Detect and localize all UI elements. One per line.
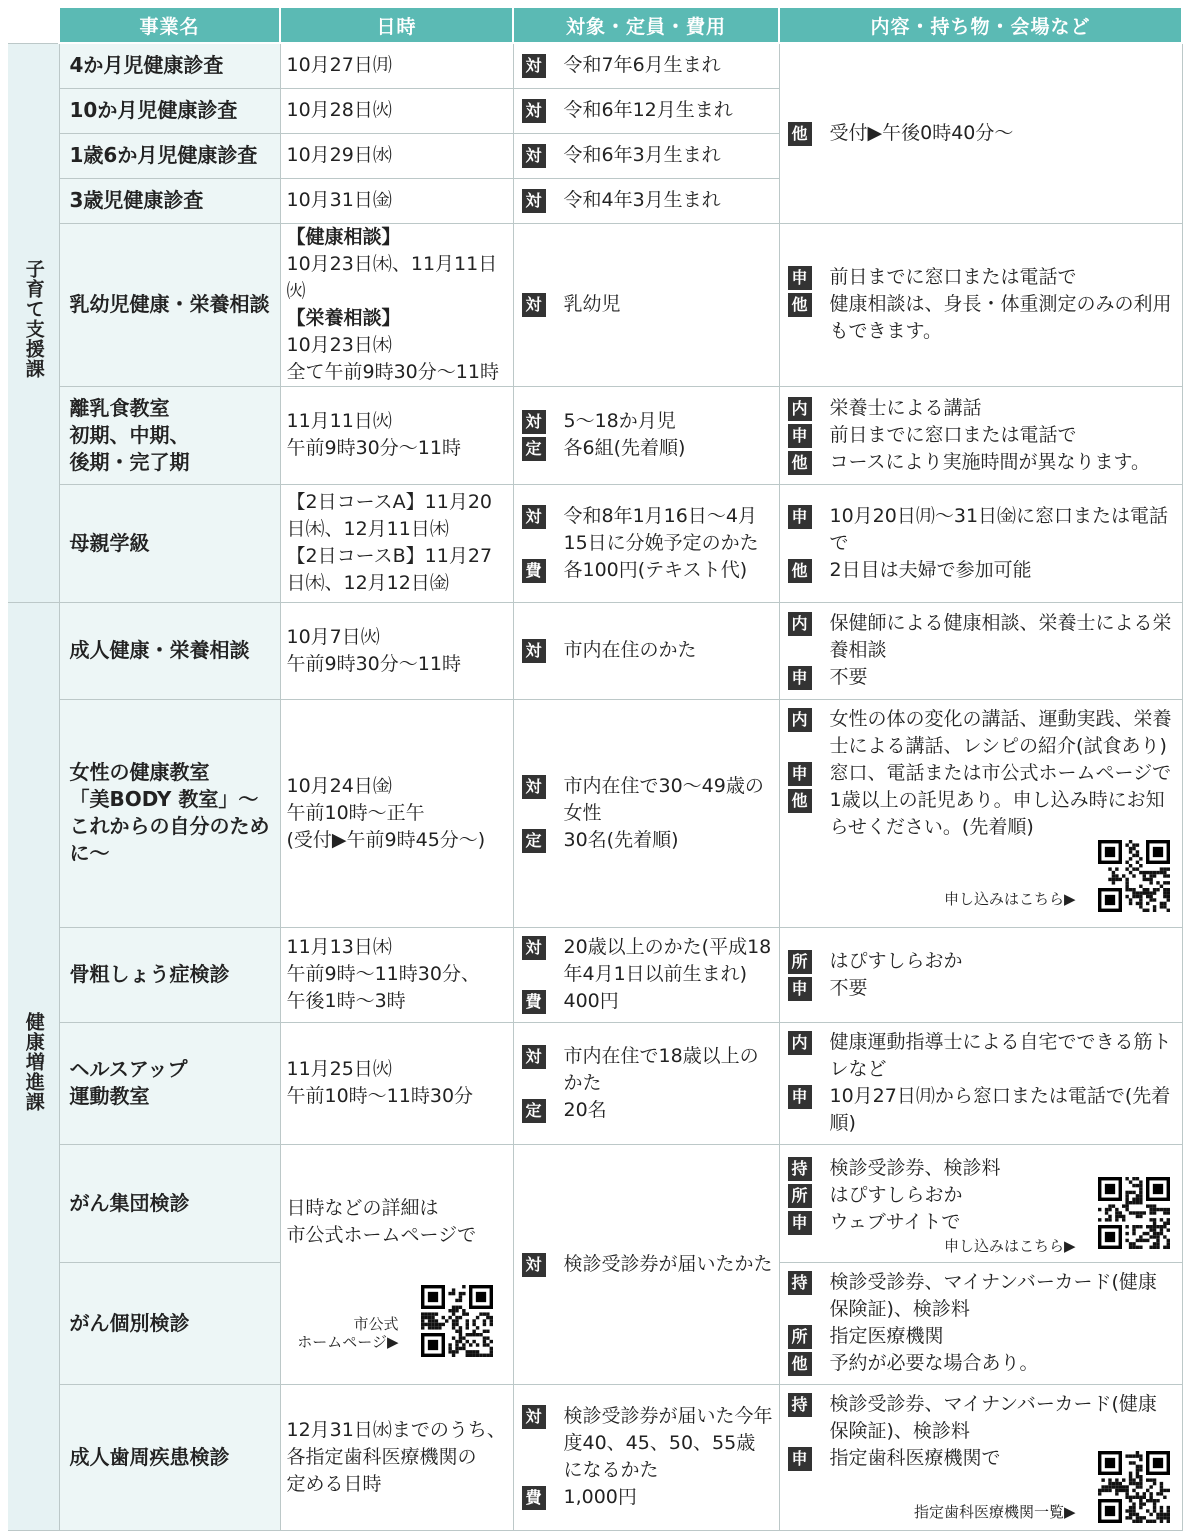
qr-caption: 申し込みはこちら▶ <box>943 1237 1076 1255</box>
sho-badge: 所 <box>788 1325 812 1349</box>
header-target: 対象・定員・費用 <box>513 7 779 43</box>
department-kosodate: 子育て支援課 <box>8 43 59 602</box>
ta-badge: 他 <box>788 789 812 813</box>
tai-badge: 対 <box>522 1045 546 1069</box>
program-date: 12月31日㈬までのうち、 各指定歯科医療機関の 定める日時 <box>280 1384 513 1530</box>
header-row <box>8 7 1182 43</box>
program-date: 日時などの詳細は 市公式ホームページで 市公式 ホームページ▶ <box>280 1144 513 1384</box>
tai-badge: 対 <box>522 936 546 960</box>
hi-badge: 費 <box>522 559 546 583</box>
tai-badge: 対 <box>522 1405 546 1429</box>
program-details: 内 保健師による健康相談、栄養士による栄養相談 申 不要 <box>779 602 1182 699</box>
program-target: 対 令和4年3月生まれ <box>513 178 779 223</box>
program-name: 母親学級 <box>59 484 280 602</box>
program-target: 対 5～18か月児 定 各6組(先着順) <box>513 386 779 484</box>
sei-badge: 定 <box>522 437 546 461</box>
program-name: 成人健康・栄養相談 <box>59 602 280 699</box>
table-row <box>8 1384 1182 1530</box>
program-name: がん個別検診 <box>59 1262 280 1384</box>
table-row <box>8 1144 1182 1262</box>
program-date: 【2日コースA】11月20日㈭、12月11日㈭ 【2日コースB】11月27日㈭、12月12日㈮ <box>280 484 513 602</box>
program-target: 対 令和8年1月16日～4月15日に分娩予定のかた 費 各100円(テキスト代) <box>513 484 779 602</box>
program-date: 11月13日㈭ 午前9時～11時30分、 午後1時～3時 <box>280 927 513 1022</box>
program-target: 対 乳幼児 <box>513 223 779 386</box>
program-details: 持 検診受診券、検診料 所 はぴすしらおか 申 ウェブサイトで 申し込みはこちら▶ <box>779 1144 1182 1262</box>
shin-badge: 申 <box>788 666 812 690</box>
program-target: 対 市内在住で18歳以上のかた 定 20名 <box>513 1022 779 1144</box>
program-target: 対 市内在住のかた <box>513 602 779 699</box>
ta-badge: 他 <box>788 559 812 583</box>
program-name: 離乳食教室 初期、中期、 後期・完了期 <box>59 386 280 484</box>
ji-badge: 持 <box>788 1271 812 1295</box>
qr-caption: 市公式 ホームページ▶ <box>297 1314 399 1351</box>
sho-badge: 所 <box>788 950 812 974</box>
program-target: 対 20歳以上のかた(平成18年4月1日以前生まれ) 費 400円 <box>513 927 779 1022</box>
qr-caption: 指定歯科医療機関一覧▶ <box>913 1502 1076 1521</box>
ta-badge: 他 <box>788 451 812 475</box>
tai-badge: 対 <box>522 775 546 799</box>
nai-badge: 内 <box>788 397 812 421</box>
program-name: 1歳6か月児健康診査 <box>59 133 280 178</box>
sho-badge: 所 <box>788 1184 812 1208</box>
qr-code-icon[interactable] <box>1098 840 1170 912</box>
program-date: 11月25日㈫ 午前10時～11時30分 <box>280 1022 513 1144</box>
program-date: 10月27日㈪ <box>280 43 513 88</box>
program-target: 対 令和6年3月生まれ <box>513 133 779 178</box>
shin-badge: 申 <box>788 266 812 290</box>
nai-badge: 内 <box>788 612 812 636</box>
table-row <box>8 386 1182 484</box>
program-name: 女性の健康教室 「美BODY 教室」～ これからの自分のために～ <box>59 699 280 927</box>
program-target: 対 市内在住で30～49歳の女性 定 30名(先着順) <box>513 699 779 927</box>
tai-badge: 対 <box>522 189 546 213</box>
table-row <box>8 223 1182 386</box>
program-name: 乳幼児健康・栄養相談 <box>59 223 280 386</box>
program-details: 持 検診受診券、マイナンバーカード(健康保険証)、検診料 申 指定歯科医療機関で 指定歯科医療機関一覧▶ <box>779 1384 1182 1530</box>
qr-code-icon[interactable] <box>1098 1451 1170 1523</box>
program-date: 10月24日㈮ 午前10時～正午 (受付▶午前9時45分～) <box>280 699 513 927</box>
program-date: 10月31日㈮ <box>280 178 513 223</box>
qr-code-icon[interactable] <box>421 1285 493 1357</box>
program-target: 対 検診受診券が届いたかた <box>513 1144 779 1384</box>
shin-badge: 申 <box>788 1085 812 1109</box>
program-name: 4か月児健康診査 <box>59 43 280 88</box>
sei-badge: 定 <box>522 1099 546 1123</box>
program-details: 申 前日までに窓口または電話で 他 健康相談は、身長・体重測定のみの利用もできます。 <box>779 223 1182 386</box>
program-details: 内 女性の体の変化の講話、運動実践、栄養士による講話、レシピの紹介(試食あり) 申 窓口、電話または市公式ホームページで 他 1歳以上の託児あり。申し込み時にお知らせください。(先着順) 申し込みはこちら▶ <box>779 699 1182 927</box>
table-row <box>8 927 1182 1022</box>
hi-badge: 費 <box>522 990 546 1014</box>
header-details: 内容・持ち物・会場など <box>779 7 1182 43</box>
nai-badge: 内 <box>788 1031 812 1055</box>
qr-caption: 申し込みはこちら▶ <box>943 889 1076 908</box>
tai-badge: 対 <box>522 505 546 529</box>
shin-badge: 申 <box>788 424 812 448</box>
program-details: 所 はぴすしらおか 申 不要 <box>779 927 1182 1022</box>
table-row <box>8 602 1182 699</box>
program-details: 他 受付▶午後0時40分～ <box>779 43 1182 223</box>
ji-badge: 持 <box>788 1157 812 1181</box>
shin-badge: 申 <box>788 1447 812 1471</box>
shin-badge: 申 <box>788 977 812 1001</box>
table-row <box>8 484 1182 602</box>
sei-badge: 定 <box>522 829 546 853</box>
table-row <box>8 1022 1182 1144</box>
ji-badge: 持 <box>788 1393 812 1417</box>
program-date: 10月29日㈬ <box>280 133 513 178</box>
program-date: 【健康相談】 10月23日㈭、11月11日㈫ 【栄養相談】 10月23日㈭ 全て午前9時30分～11時 <box>280 223 513 386</box>
tai-badge: 対 <box>522 54 546 78</box>
ta-badge: 他 <box>788 293 812 317</box>
tai-badge: 対 <box>522 639 546 663</box>
program-date: 10月7日㈫ 午前9時30分～11時 <box>280 602 513 699</box>
table-row <box>8 699 1182 927</box>
program-details: 申 10月20日㈪～31日㈮に窓口または電話で 他 2日目は夫婦で参加可能 <box>779 484 1182 602</box>
program-name: ヘルスアップ 運動教室 <box>59 1022 280 1144</box>
hi-badge: 費 <box>522 1486 546 1510</box>
tai-badge: 対 <box>522 1253 546 1277</box>
program-name: 3歳児健康診査 <box>59 178 280 223</box>
shin-badge: 申 <box>788 762 812 786</box>
tai-badge: 対 <box>522 410 546 434</box>
tai-badge: 対 <box>522 293 546 317</box>
schedule-table <box>8 6 1183 1531</box>
ta-badge: 他 <box>788 1352 812 1376</box>
ta-badge: 他 <box>788 122 812 146</box>
program-target: 対 令和6年12月生まれ <box>513 88 779 133</box>
shin-badge: 申 <box>788 1211 812 1235</box>
header-name: 事業名 <box>59 7 280 43</box>
nai-badge: 内 <box>788 708 812 732</box>
program-name: がん集団検診 <box>59 1144 280 1262</box>
program-details: 内 健康運動指導士による自宅でできる筋トレなど 申 10月27日㈪から窓口または電話で(先着順) <box>779 1022 1182 1144</box>
program-target: 対 令和7年6月生まれ <box>513 43 779 88</box>
table-row <box>8 43 1182 88</box>
program-date: 10月28日㈫ <box>280 88 513 133</box>
department-kenko: 健康増進課 <box>8 602 59 1530</box>
tai-badge: 対 <box>522 144 546 168</box>
program-name: 骨粗しょう症検診 <box>59 927 280 1022</box>
program-target: 対 検診受診券が届いた今年度40、45、50、55歳になるかた 費 1,000円 <box>513 1384 779 1530</box>
program-name: 成人歯周疾患検診 <box>59 1384 280 1530</box>
qr-code-icon[interactable] <box>1098 1177 1170 1249</box>
program-date: 11月11日㈫ 午前9時30分～11時 <box>280 386 513 484</box>
header-date: 日時 <box>280 7 513 43</box>
program-name: 10か月児健康診査 <box>59 88 280 133</box>
shin-badge: 申 <box>788 505 812 529</box>
program-details: 持 検診受診券、マイナンバーカード(健康保険証)、検診料 所 指定医療機関 他 予約が必要な場合あり。 <box>779 1262 1182 1384</box>
tai-badge: 対 <box>522 99 546 123</box>
program-details: 内 栄養士による講話 申 前日までに窓口または電話で 他 コースにより実施時間が異なります。 <box>779 386 1182 484</box>
